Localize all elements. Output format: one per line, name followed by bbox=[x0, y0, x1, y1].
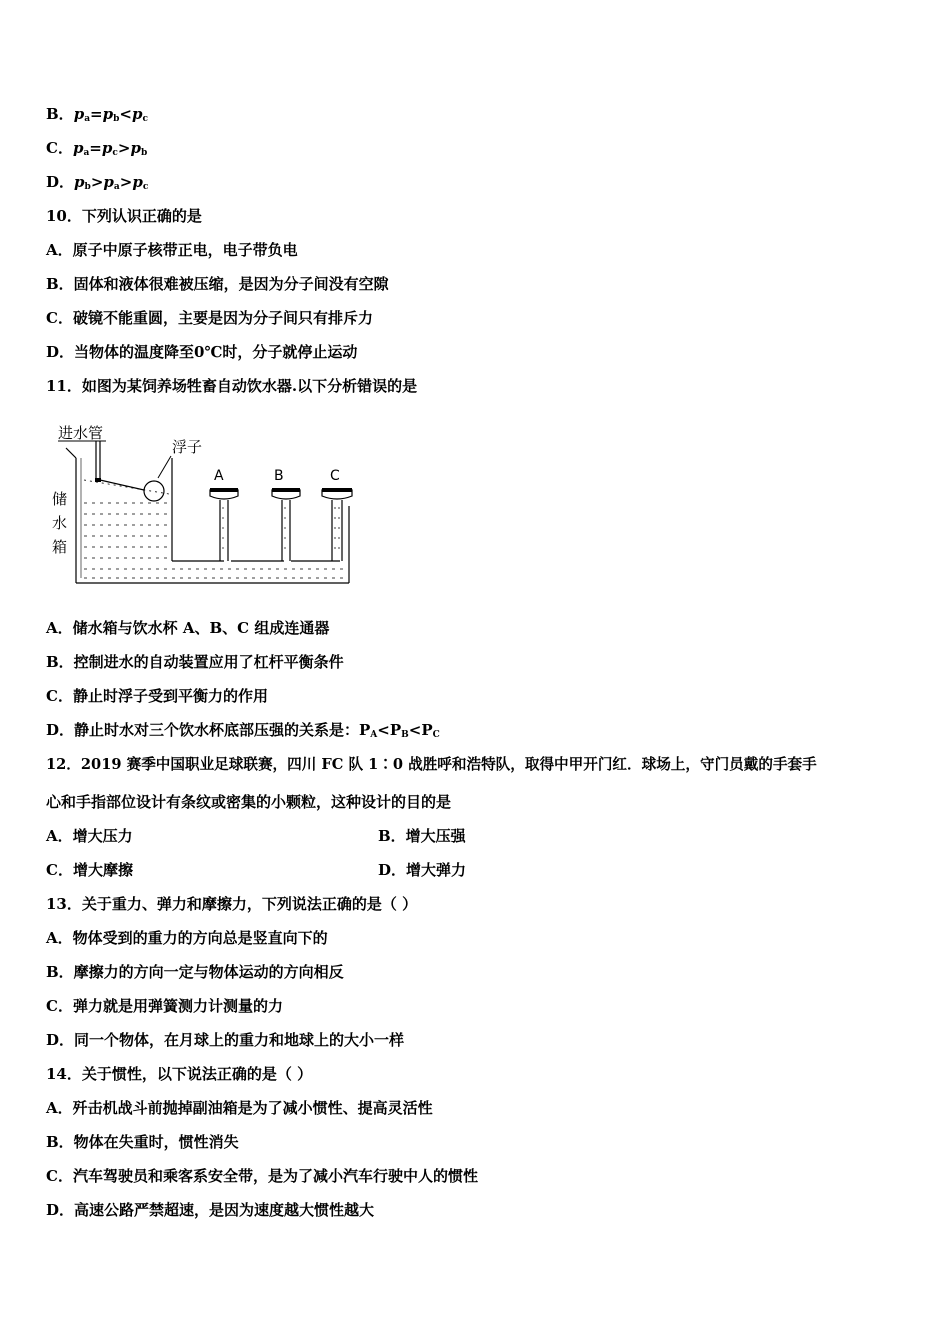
water-dispenser-diagram bbox=[44, 418, 364, 593]
q13-option-c: C．弹力就是用弹簧测力计测量的力 bbox=[46, 997, 283, 1015]
tank-label-3: 箱 bbox=[52, 538, 68, 556]
q11-option-c: C．静止时浮子受到平衡力的作用 bbox=[46, 687, 268, 705]
q10-option-d: D．当物体的温度降至0℃时，分子就停止运动 bbox=[46, 343, 358, 361]
q9-option-b: B．$p_a=p_b<p_c$ bbox=[46, 105, 148, 124]
cup-c bbox=[322, 488, 352, 561]
q14-option-c: C．汽车驾驶员和乘客系安全带，是为了减小汽车行驶中人的惯性 bbox=[46, 1167, 478, 1185]
q12-option-d: D．增大弹力 bbox=[378, 861, 467, 879]
float-label: 浮子 bbox=[172, 438, 203, 456]
q9-option-d: D．$p_b>p_a>p_c$ bbox=[46, 173, 149, 192]
q14-stem: 14．关于惯性，以下说法正确的是（ ） bbox=[46, 1065, 313, 1083]
q10-option-c: C．破镜不能重圆，主要是因为分子间只有排斥力 bbox=[46, 309, 373, 327]
cup-b-label: B bbox=[274, 468, 284, 484]
q13-option-d: D．同一个物体，在月球上的重力和地球上的大小一样 bbox=[46, 1031, 405, 1049]
q10-stem: 10．下列认识正确的是 bbox=[46, 207, 202, 225]
q14-option-d: D．高速公路严禁超速，是因为速度越大惯性越大 bbox=[46, 1201, 375, 1219]
q12-stem-line2: 心和手指部位设计有条纹或密集的小颗粒，这种设计的目的是 bbox=[46, 793, 452, 811]
q10-option-b: B．固体和液体很难被压缩，是因为分子间没有空隙 bbox=[46, 275, 389, 293]
q11-option-d: D．静止时水对三个饮水杯底部压强的关系是：$P_A<P_B<P_C$ bbox=[46, 721, 440, 740]
q12-stem-line1: 12．2019 赛季中国职业足球联赛，四川 FC 队 1∶0 战胜呼和浩特队，取得中甲开门红．球场上，守门员戴的手套手 bbox=[46, 756, 817, 773]
q13-option-b: B．摩擦力的方向一定与物体运动的方向相反 bbox=[46, 963, 344, 981]
cup-b bbox=[272, 488, 300, 561]
cup-a bbox=[210, 488, 238, 561]
q11-option-a: A．储水箱与饮水杯 A、B、C 组成连通器 bbox=[46, 619, 330, 637]
tank-label-1: 储 bbox=[52, 490, 68, 508]
cup-a-label: A bbox=[214, 468, 224, 484]
q10-option-a: A．原子中原子核带正电，电子带负电 bbox=[46, 241, 298, 259]
q13-option-a: A．物体受到的重力的方向总是竖直向下的 bbox=[46, 929, 328, 947]
cup-c-label: C bbox=[330, 468, 340, 484]
q12-option-c: C．增大摩擦 bbox=[46, 861, 133, 879]
q12-option-b: B．增大压强 bbox=[378, 827, 466, 845]
q13-stem: 13．关于重力、弹力和摩擦力，下列说法正确的是（ ） bbox=[46, 895, 418, 913]
q12-option-a: A．增大压力 bbox=[46, 827, 133, 845]
tank-label-2: 水 bbox=[52, 514, 68, 532]
q11-stem: 11．如图为某饲养场牲畜自动饮水器.以下分析错误的是 bbox=[46, 377, 418, 395]
q14-option-b: B．物体在失重时，惯性消失 bbox=[46, 1133, 239, 1151]
q9-option-c: C．$p_a=p_c>p_b$ bbox=[46, 139, 148, 158]
q14-option-a: A．歼击机战斗前抛掉副油箱是为了减小惯性、提高灵活性 bbox=[46, 1099, 433, 1117]
inlet-pipe-label: 进水管 bbox=[58, 424, 104, 442]
q11-option-b: B．控制进水的自动装置应用了杠杆平衡条件 bbox=[46, 653, 344, 671]
